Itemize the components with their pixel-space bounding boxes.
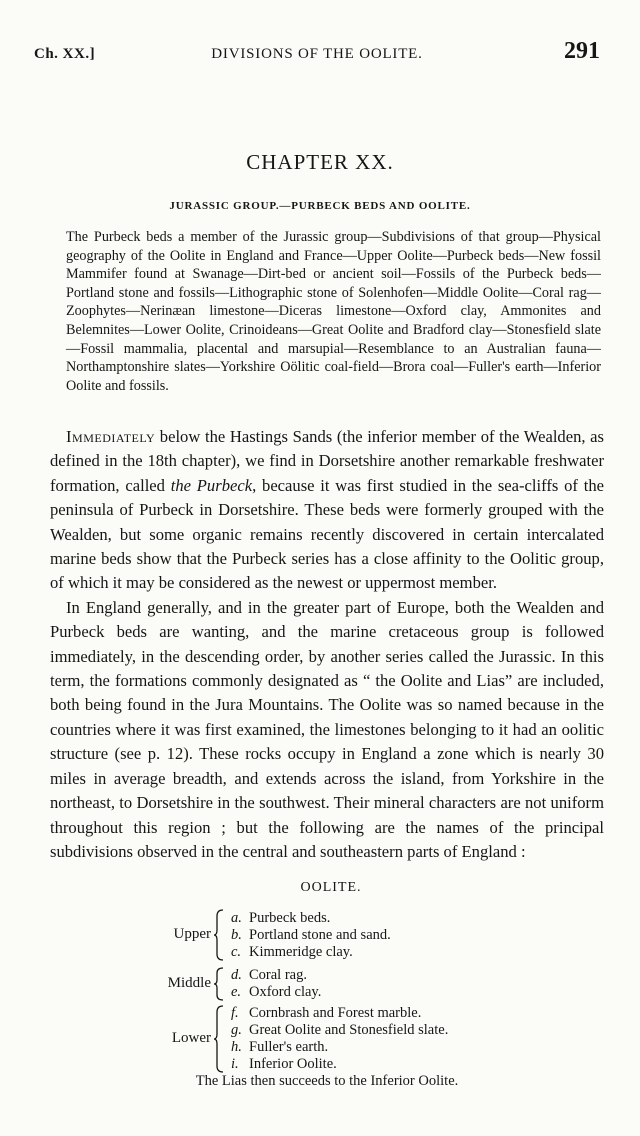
chapter-summary: The Purbeck beds a member of the Jurassic group—Subdivisions of that group—Physical geography of the Oolite in England and France—Upper Oolite—Purbeck beds—New fossil Mammifer found at Swanage—Dirt-bed or ancient soil—Fossils of the Purbeck beds—Portland stone and fossils—Lithographic stone of Solenhofen—Middle Oolite—Coral rag—Zoophytes—Nerinæan limestone—Diceras limestone—Oxford clay, Ammonites and Belemnites—Lower Oolite, Crinoideans—Great Oolite and Bradford clay—Stonesfield slate—Fossil mammalia, placental and marsupial—Resemblance to an Australian fauna—Northamptonshire slates—Yorkshire Oölitic coal-field—Brora coal—Fuller's earth—Inferior Oolite and fossils. (66, 229, 601, 394)
group-label-lower: Lower (171, 1030, 211, 1046)
chapter-reference: Ch. XX.] (34, 46, 96, 62)
group-lower (0, 1004, 640, 1074)
list-item (231, 927, 391, 944)
paragraph-lead-word: Immediately (66, 427, 156, 446)
item-text: Kimmeridge clay. (249, 944, 353, 960)
list-item (231, 910, 391, 927)
body-text (50, 425, 604, 864)
chapter-subtitle: JURASSIC GROUP.—PURBECK BEDS AND OOLITE. (169, 200, 471, 212)
page-number: 291 (564, 38, 600, 64)
item-letter: d. (231, 967, 242, 983)
group-upper (0, 908, 640, 962)
oolite-heading: OOLITE. (300, 880, 362, 895)
list-item (231, 967, 321, 984)
brace-icon (213, 1004, 225, 1074)
list-item (231, 1005, 448, 1022)
chapter-title: CHAPTER XX. (246, 150, 394, 174)
item-text: Oxford clay. (249, 984, 322, 1000)
group-items-middle (231, 967, 321, 1001)
list-item (231, 944, 391, 961)
group-label-middle: Middle (167, 975, 211, 991)
item-letter: h. (231, 1039, 242, 1055)
item-letter: a. (231, 910, 242, 926)
paragraph-1 (50, 425, 604, 596)
item-text: Cornbrash and Forest marble. (249, 1005, 422, 1021)
list-item (231, 984, 321, 1001)
item-letter: g. (231, 1022, 242, 1038)
item-letter: c. (231, 944, 242, 960)
list-item (231, 1022, 448, 1039)
item-text: Fuller's earth. (249, 1039, 329, 1055)
emphasis-purbeck: the Purbeck (170, 475, 253, 495)
brace-icon (213, 908, 225, 962)
item-letter: f. (231, 1005, 239, 1021)
item-letter: b. (231, 927, 242, 943)
item-letter: e. (231, 984, 242, 1000)
brace-icon (213, 966, 225, 1002)
running-title: DIVISIONS OF THE OOLITE. (211, 46, 423, 62)
list-item (231, 1056, 448, 1073)
lias-note: The Lias then succeeds to the Inferior Oolite. (195, 1073, 459, 1089)
group-label-upper: Upper (173, 926, 211, 942)
paragraph-2: In England generally, and in the greater part of Europe, both the Wealden and Purbeck beds are wanting, and the marine cretaceous group is followed immediately, in the descending order, by another series called the Jurassic. In this term, the formations commonly designated as “ the Oolite and Lias” are included, both being found in the Jura Mountains. The Oolite was so named because in the countries where it was first examined, the limestones belonging to it had an oolitic structure (see p. 12). These rocks occupy in England a zone which is nearly 30 miles in average breadth, and extends across the island, from Yorkshire in the northeast, to Dorsetshire in the southwest. Their mineral characters are not uniform throughout this region ; but the following are the names of the principal subdivisions observed in the central and southeastern parts of England : (50, 597, 604, 861)
running-header (34, 38, 600, 72)
item-text: Coral rag. (249, 967, 307, 983)
item-text: Portland stone and sand. (249, 927, 391, 943)
paragraph-1-text-a: below the Hastings Sands (the inferior member of the Wealden, as defined in the 18th chapter), we find in Dorsetshire another remarkable freshwater formation, called (50, 427, 604, 495)
group-items-upper (231, 910, 391, 961)
item-text: Purbeck beds. (249, 910, 331, 926)
item-text: Inferior Oolite. (249, 1056, 337, 1072)
item-letter: i. (231, 1056, 239, 1072)
group-items-lower (231, 1005, 448, 1073)
group-middle (0, 966, 640, 1002)
item-text: Great Oolite and Stonesfield slate. (249, 1022, 449, 1038)
list-item (231, 1039, 448, 1056)
paragraph-1-text-b: , because it was first studied in the sea-cliffs of the peninsula of Purbeck in Dorsetshire. These beds were formerly grouped with the Wealden, but some organic remains recently discovered in certain intercalated marine beds show that the Purbeck series has a close affinity to the Oolitic group, of which it may be considered as the newest or uppermost member. (50, 475, 604, 593)
